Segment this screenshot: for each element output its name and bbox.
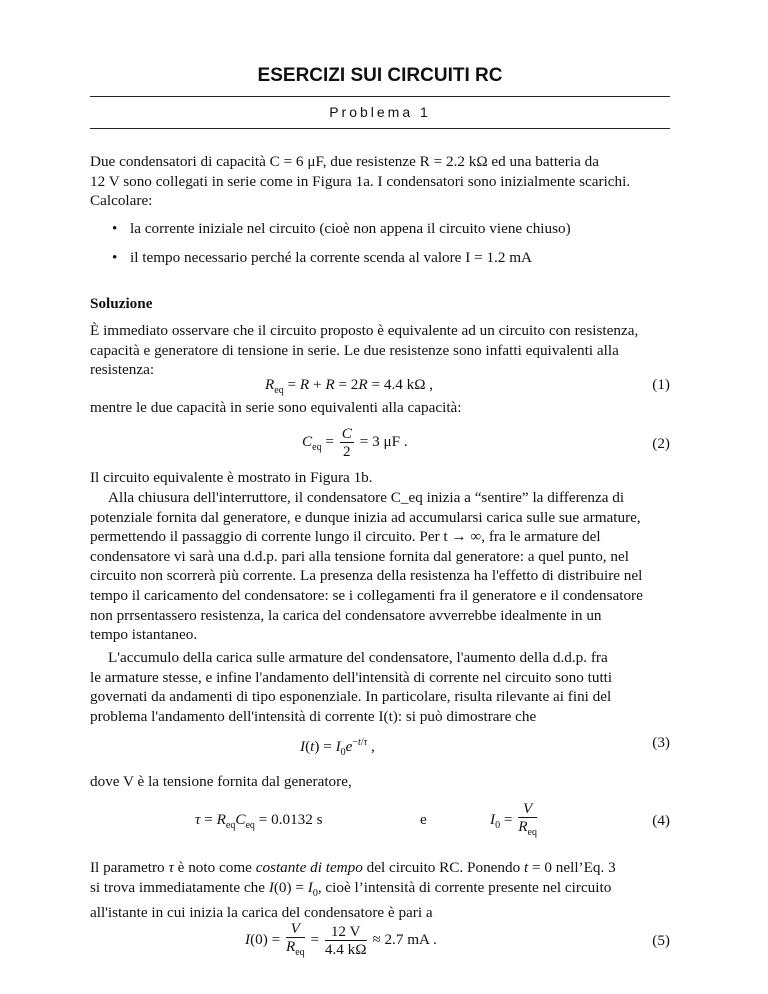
equation-1-body: $R_{eq} = R + R = 2R = 4.4$ kΩ ,	[265, 376, 434, 397]
problem-heading: Problema 1	[329, 104, 431, 120]
solution-paragraph-6: dove V è la tensione fornita dal generatore,	[90, 773, 352, 790]
equation-3	[90, 733, 670, 759]
equation-4	[90, 800, 670, 842]
solution-line: potenziale fornita dal generatore, e dunque inizia ad accumularsi carica sulle sue armature,	[90, 508, 641, 526]
solution-line: governati da andamenti di tipo esponenziale. In particolare, risulta rilevante ai fini del	[90, 688, 612, 706]
bullet-text: la corrente iniziale nel circuito (cioè non appena il circuito viene chiuso)	[130, 220, 571, 237]
equation-2-body: $C_{eq}$ = $\frac{C}{2}$ = 3 μF .	[302, 425, 408, 460]
title-rule-top	[90, 96, 670, 97]
solution-paragraph-1	[90, 321, 670, 380]
solution-line: Alla chiusura dell'interruttore, il condensatore C_eq inizia a “sentire” la differenza di	[108, 489, 625, 506]
bullet-item	[90, 219, 670, 239]
solution-line: problema l'andamento dell'intensità di corrente I(t): si può dimostrare che	[90, 707, 537, 725]
equation-3-number: (3)	[652, 734, 670, 751]
equation-1	[90, 375, 670, 395]
equation-5-number: (5)	[652, 932, 670, 949]
solution-line: Il parametro τ è noto come costante di tempo del circuito RC. Ponendo t = 0 nell’Eq. 3	[90, 859, 616, 876]
equation-2-number: (2)	[652, 435, 670, 452]
equation-4-i0: $I_0$ = $\frac{V}{R_{eq}}$	[490, 800, 537, 839]
equation-1-number: (1)	[652, 376, 670, 393]
bullet-item	[90, 248, 670, 268]
problem-line-3: Calcolare:	[90, 192, 153, 210]
solution-line: tempo istantaneo.	[90, 626, 198, 644]
equation-4-number: (4)	[652, 812, 670, 829]
solution-heading: Soluzione	[90, 295, 153, 312]
bullet-icon: •	[112, 220, 118, 237]
solution-line: condensatore vi sarà una d.d.p. pari alla tensione fornita dal generatore: a quel punto, nel	[90, 547, 629, 565]
solution-paragraph-4	[90, 488, 670, 645]
equation-5-body: I(0) = $\frac{V}{R_{eq}}$ = $\frac{12 V}{4.4 k\Omega}$ ≈ 2.7 mA .	[245, 920, 437, 959]
problem-statement	[90, 152, 670, 211]
solution-line: tempo il caricamento del condensatore: se i collegamenti fra il generatore e il condensatore	[90, 586, 643, 604]
solution-line: resistenza:	[90, 361, 155, 379]
solution-line: circuito non scorrerà più corrente. La presenza della resistenza ha l'effetto di distribuire nel	[90, 567, 643, 585]
solution-paragraph-2: mentre le due capacità in serie sono equivalenti alla capacità:	[90, 399, 462, 416]
title-rule-bottom	[90, 128, 670, 129]
solution-line: L'accumulo della carica sulle armature del condensatore, l'aumento della d.d.p. fra	[108, 649, 608, 666]
equation-3-body: $I(t) = I_0e^{-t/\tau}$ ,	[300, 737, 375, 759]
equation-2	[90, 423, 670, 465]
solution-line: all'istante in cui inizia la carica del condensatore è pari a	[90, 904, 433, 922]
equation-5	[90, 920, 670, 964]
solution-paragraph-5	[90, 648, 670, 726]
document-title: ESERCIZI SUI CIRCUITI RC	[257, 65, 503, 86]
solution-line: non prrsentassero resistenza, la carica del condensatore avverrebbe idealmente in un	[90, 606, 602, 624]
bullet-text: il tempo necessario perché la corrente scenda al valore I = 1.2 mA	[130, 249, 533, 266]
problem-line-2: 12 V sono collegati in serie come in Figura 1a. I condensatori sono inizialmente scarichi.	[90, 172, 631, 190]
solution-line: È immediato osservare che il circuito proposto è equivalente ad un circuito con resistenza,	[90, 322, 639, 339]
equation-4-separator: e	[420, 811, 427, 828]
solution-line: le armature stesse, e infine l'andamento dell'intensità di corrente nel circuito sono tutti	[90, 668, 613, 686]
solution-line: si trova immediatamente che $I(0) = I_0$, cioè l’intensità di corrente presente nel circuito	[90, 878, 612, 899]
problem-line-1: Due condensatori di capacità C = 6 μF, due resistenze R = 2.2 kΩ ed una batteria da	[90, 153, 599, 170]
solution-paragraph-3: Il circuito equivalente è mostrato in Figura 1b.	[90, 469, 373, 486]
bullet-icon: •	[112, 249, 118, 266]
solution-line: permettendo il passaggio di corrente lungo il circuito. Per t → ∞, fra le armature del	[90, 528, 601, 546]
equation-4-tau: $\tau = R_{eq}C_{eq} = 0.0132$ s	[195, 811, 323, 832]
solution-line: capacità e generatore di tensione in serie. Le due resistenze sono infatti equivalenti alla	[90, 341, 619, 359]
solution-paragraph-7	[90, 858, 670, 923]
